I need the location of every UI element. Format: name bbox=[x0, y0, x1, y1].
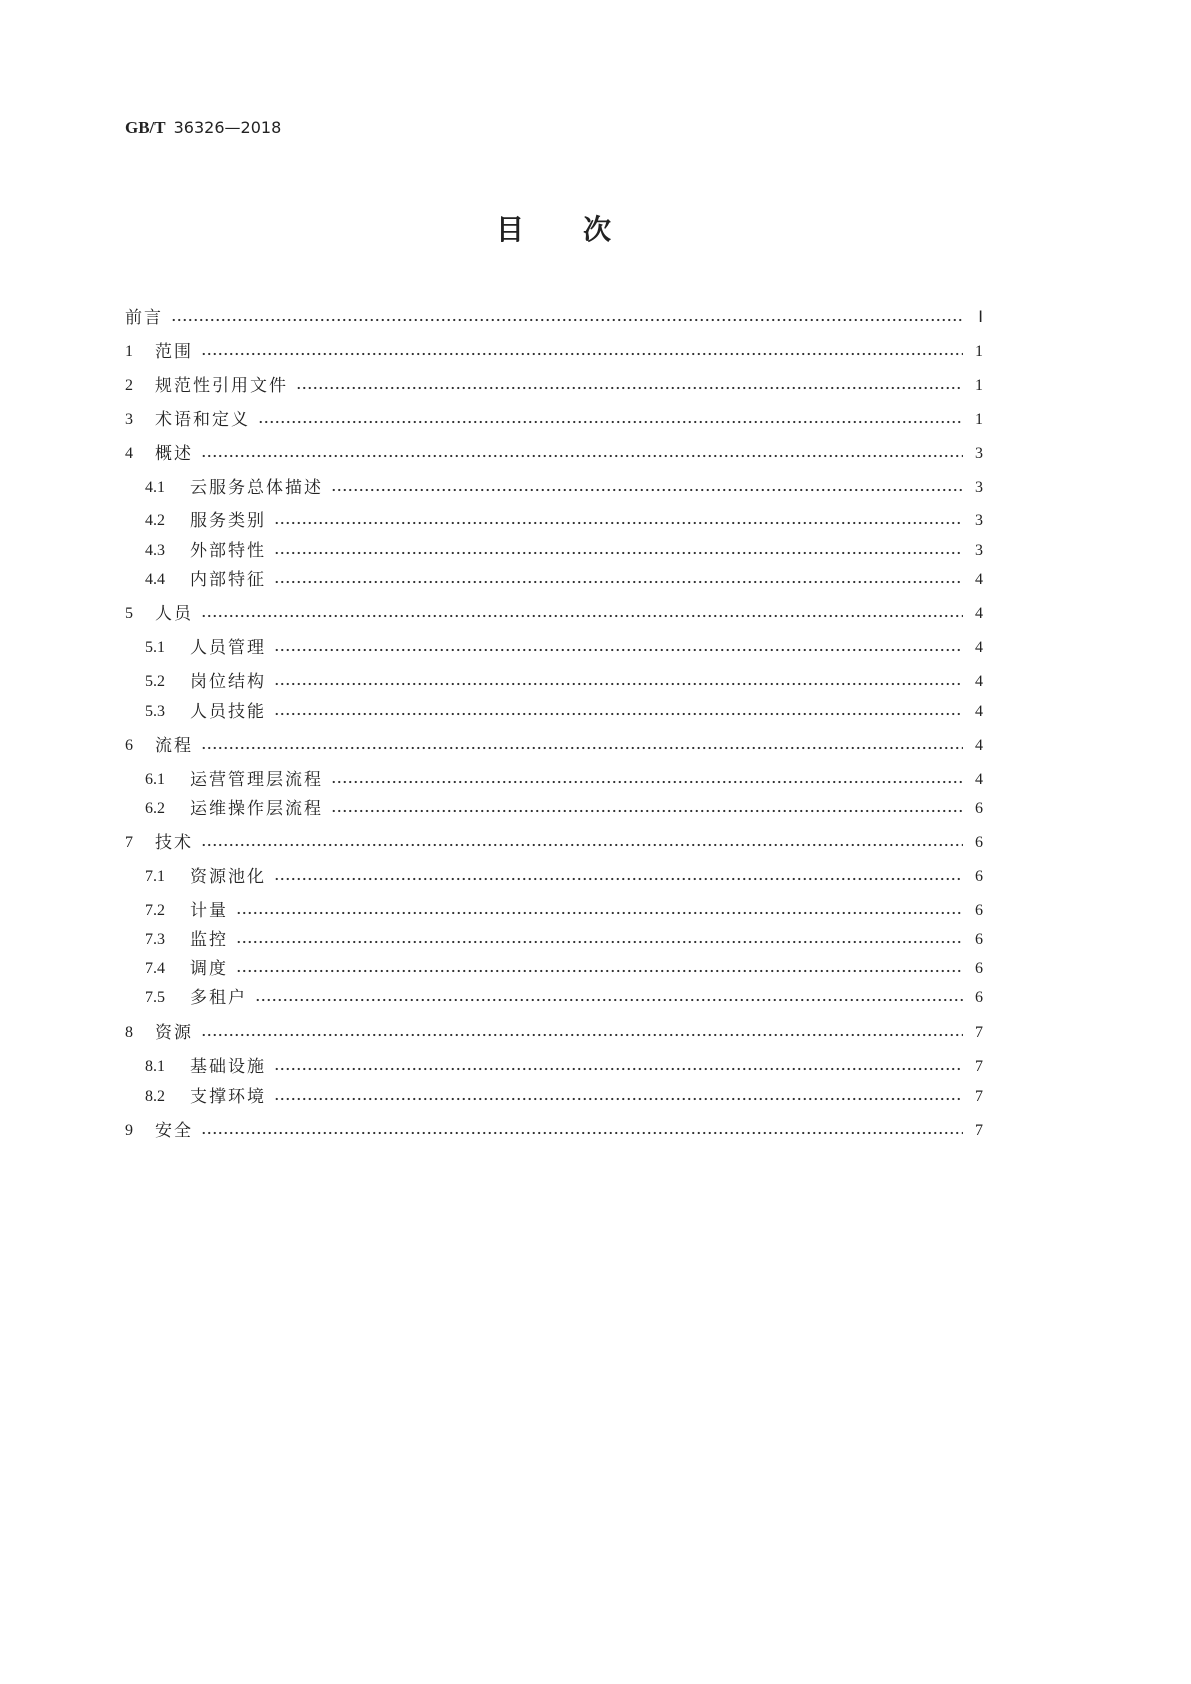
toc-entry-label: 人员技能 bbox=[190, 702, 266, 722]
toc-entry-page: Ⅰ bbox=[978, 309, 983, 326]
toc-entry-page: 1 bbox=[975, 377, 983, 394]
toc-entry-label: 术语和定义 bbox=[155, 410, 250, 430]
toc-entry-label: 外部特性 bbox=[190, 541, 266, 561]
toc-leader-dots bbox=[201, 341, 963, 363]
toc-entry-number: 8 bbox=[125, 1024, 133, 1041]
toc-leader-dots bbox=[201, 443, 963, 465]
toc-entry-number: 5.1 bbox=[145, 639, 165, 656]
toc-entry-page: 6 bbox=[975, 834, 983, 851]
toc-entry-page: 4 bbox=[975, 703, 983, 720]
document-code bbox=[125, 117, 281, 139]
toc-entry-number: 4.1 bbox=[145, 479, 165, 496]
toc-entry bbox=[145, 477, 983, 499]
toc-entry-number: 7.3 bbox=[145, 931, 165, 948]
toc-entry-page: 7 bbox=[975, 1088, 983, 1105]
document-code-prefix: GB/T bbox=[125, 118, 166, 137]
toc-leader-dots bbox=[274, 569, 963, 591]
toc-entry-label: 运维操作层流程 bbox=[190, 799, 323, 819]
toc-leader-dots bbox=[201, 1120, 963, 1142]
toc-entry-page: 4 bbox=[975, 571, 983, 588]
toc-entry bbox=[145, 1086, 983, 1108]
toc-entry-page: 4 bbox=[975, 639, 983, 656]
toc-entry-page: 4 bbox=[975, 605, 983, 622]
toc-entry bbox=[125, 375, 983, 397]
toc-entry-number: 8.2 bbox=[145, 1088, 165, 1105]
toc-leader-dots bbox=[171, 307, 963, 329]
toc-entry bbox=[145, 929, 983, 951]
toc-entry-number: 7 bbox=[125, 834, 133, 851]
toc-entry-page: 4 bbox=[975, 673, 983, 690]
toc-leader-dots bbox=[201, 832, 963, 854]
toc-entry bbox=[145, 637, 983, 659]
toc-leader-dots bbox=[274, 637, 963, 659]
toc-entry bbox=[125, 1120, 983, 1142]
toc-entry-label: 计量 bbox=[190, 901, 228, 921]
toc-entry-page: 6 bbox=[975, 902, 983, 919]
toc-entry-number: 6.2 bbox=[145, 800, 165, 817]
toc-entry-label: 技术 bbox=[155, 833, 193, 853]
toc-entry bbox=[145, 540, 983, 562]
toc-entry-number: 7.5 bbox=[145, 989, 165, 1006]
toc-entry-number: 2 bbox=[125, 377, 133, 394]
toc-entry bbox=[125, 443, 983, 465]
toc-leader-dots bbox=[236, 900, 963, 922]
toc-entry-label: 前言 bbox=[125, 308, 163, 328]
toc-entry bbox=[125, 1022, 983, 1044]
toc-entry-label: 人员 bbox=[155, 604, 193, 624]
toc-entry-page: 7 bbox=[975, 1058, 983, 1075]
toc-entry-number: 4 bbox=[125, 445, 133, 462]
toc-entry-page: 7 bbox=[975, 1024, 983, 1041]
toc-leader-dots bbox=[274, 1086, 963, 1108]
toc-entry-label: 流程 bbox=[155, 736, 193, 756]
toc-entry bbox=[145, 701, 983, 723]
toc-leader-dots bbox=[274, 866, 963, 888]
toc-entry-page: 7 bbox=[975, 1122, 983, 1139]
toc-entry bbox=[145, 798, 983, 820]
toc-entry-label: 支撑环境 bbox=[190, 1087, 266, 1107]
toc-entry-label: 监控 bbox=[190, 930, 228, 950]
toc-entry-label: 规范性引用文件 bbox=[155, 376, 288, 396]
toc-entry-label: 云服务总体描述 bbox=[190, 478, 323, 498]
toc-entry-label: 范围 bbox=[155, 342, 193, 362]
toc-entry-number: 4.3 bbox=[145, 542, 165, 559]
toc-entry-page: 1 bbox=[975, 343, 983, 360]
toc-leader-dots bbox=[274, 1056, 963, 1078]
toc-entry-label: 基础设施 bbox=[190, 1057, 266, 1077]
toc-entry-number: 7.2 bbox=[145, 902, 165, 919]
toc-entry-number: 4.2 bbox=[145, 512, 165, 529]
toc-entry bbox=[125, 409, 983, 431]
toc-entry-page: 6 bbox=[975, 931, 983, 948]
toc-entry bbox=[145, 987, 983, 1009]
toc-entry-number: 5 bbox=[125, 605, 133, 622]
toc-entry-label: 概述 bbox=[155, 444, 193, 464]
toc-entry bbox=[145, 671, 983, 693]
toc-entry bbox=[125, 307, 983, 329]
toc-leader-dots bbox=[201, 735, 963, 757]
toc-leader-dots bbox=[296, 375, 963, 397]
toc-leader-dots bbox=[236, 929, 963, 951]
document-code-number: 36326—2018 bbox=[173, 118, 282, 137]
toc-entry-label: 人员管理 bbox=[190, 638, 266, 658]
toc-entry-number: 8.1 bbox=[145, 1058, 165, 1075]
toc-entry-page: 4 bbox=[975, 771, 983, 788]
toc-entry-label: 岗位结构 bbox=[190, 672, 266, 692]
toc-entry bbox=[145, 866, 983, 888]
toc-entry bbox=[145, 569, 983, 591]
toc-entry-number: 1 bbox=[125, 343, 133, 360]
toc-leader-dots bbox=[258, 409, 963, 431]
toc-entry-number: 5.3 bbox=[145, 703, 165, 720]
toc-leader-dots bbox=[331, 769, 963, 791]
toc-entry bbox=[145, 769, 983, 791]
toc-entry bbox=[145, 510, 983, 532]
toc-entry-number: 6.1 bbox=[145, 771, 165, 788]
toc-entry-page: 3 bbox=[975, 479, 983, 496]
toc-leader-dots bbox=[236, 958, 963, 980]
toc-entry bbox=[125, 832, 983, 854]
toc-entry-number: 5.2 bbox=[145, 673, 165, 690]
toc-entry-label: 调度 bbox=[190, 959, 228, 979]
toc-entry-label: 资源池化 bbox=[190, 867, 266, 887]
toc-entry-page: 6 bbox=[975, 868, 983, 885]
toc-entry-label: 多租户 bbox=[190, 988, 247, 1008]
toc-entry bbox=[145, 1056, 983, 1078]
toc-leader-dots bbox=[201, 1022, 963, 1044]
toc-entry bbox=[145, 900, 983, 922]
toc-entry-number: 9 bbox=[125, 1122, 133, 1139]
toc-entry-page: 3 bbox=[975, 512, 983, 529]
toc-leader-dots bbox=[331, 798, 963, 820]
toc-entry-label: 安全 bbox=[155, 1121, 193, 1141]
toc-entry-page: 6 bbox=[975, 800, 983, 817]
toc-entry bbox=[125, 603, 983, 625]
toc-leader-dots bbox=[201, 603, 963, 625]
toc-entry bbox=[145, 958, 983, 980]
toc-leader-dots bbox=[274, 701, 963, 723]
toc-entry-label: 资源 bbox=[155, 1023, 193, 1043]
toc-entry-label: 运营管理层流程 bbox=[190, 770, 323, 790]
toc-entry-page: 4 bbox=[975, 737, 983, 754]
toc-entry-page: 3 bbox=[975, 542, 983, 559]
toc-entry-number: 7.1 bbox=[145, 868, 165, 885]
toc-leader-dots bbox=[274, 510, 963, 532]
toc-entry-page: 1 bbox=[975, 411, 983, 428]
toc-entry-number: 4.4 bbox=[145, 571, 165, 588]
toc-entry bbox=[125, 341, 983, 363]
toc-entry-page: 3 bbox=[975, 445, 983, 462]
toc-entry-number: 7.4 bbox=[145, 960, 165, 977]
toc-leader-dots bbox=[274, 540, 963, 562]
toc-leader-dots bbox=[274, 671, 963, 693]
toc-entry-page: 6 bbox=[975, 960, 983, 977]
toc-entry-number: 6 bbox=[125, 737, 133, 754]
toc-entry-page: 6 bbox=[975, 989, 983, 1006]
toc-leader-dots bbox=[331, 477, 963, 499]
toc-entry-label: 服务类别 bbox=[190, 511, 266, 531]
toc-entry bbox=[125, 735, 983, 757]
toc-entry-label: 内部特征 bbox=[190, 570, 266, 590]
toc-leader-dots bbox=[255, 987, 963, 1009]
toc-entry-number: 3 bbox=[125, 411, 133, 428]
page-title: 目次 bbox=[496, 214, 671, 245]
